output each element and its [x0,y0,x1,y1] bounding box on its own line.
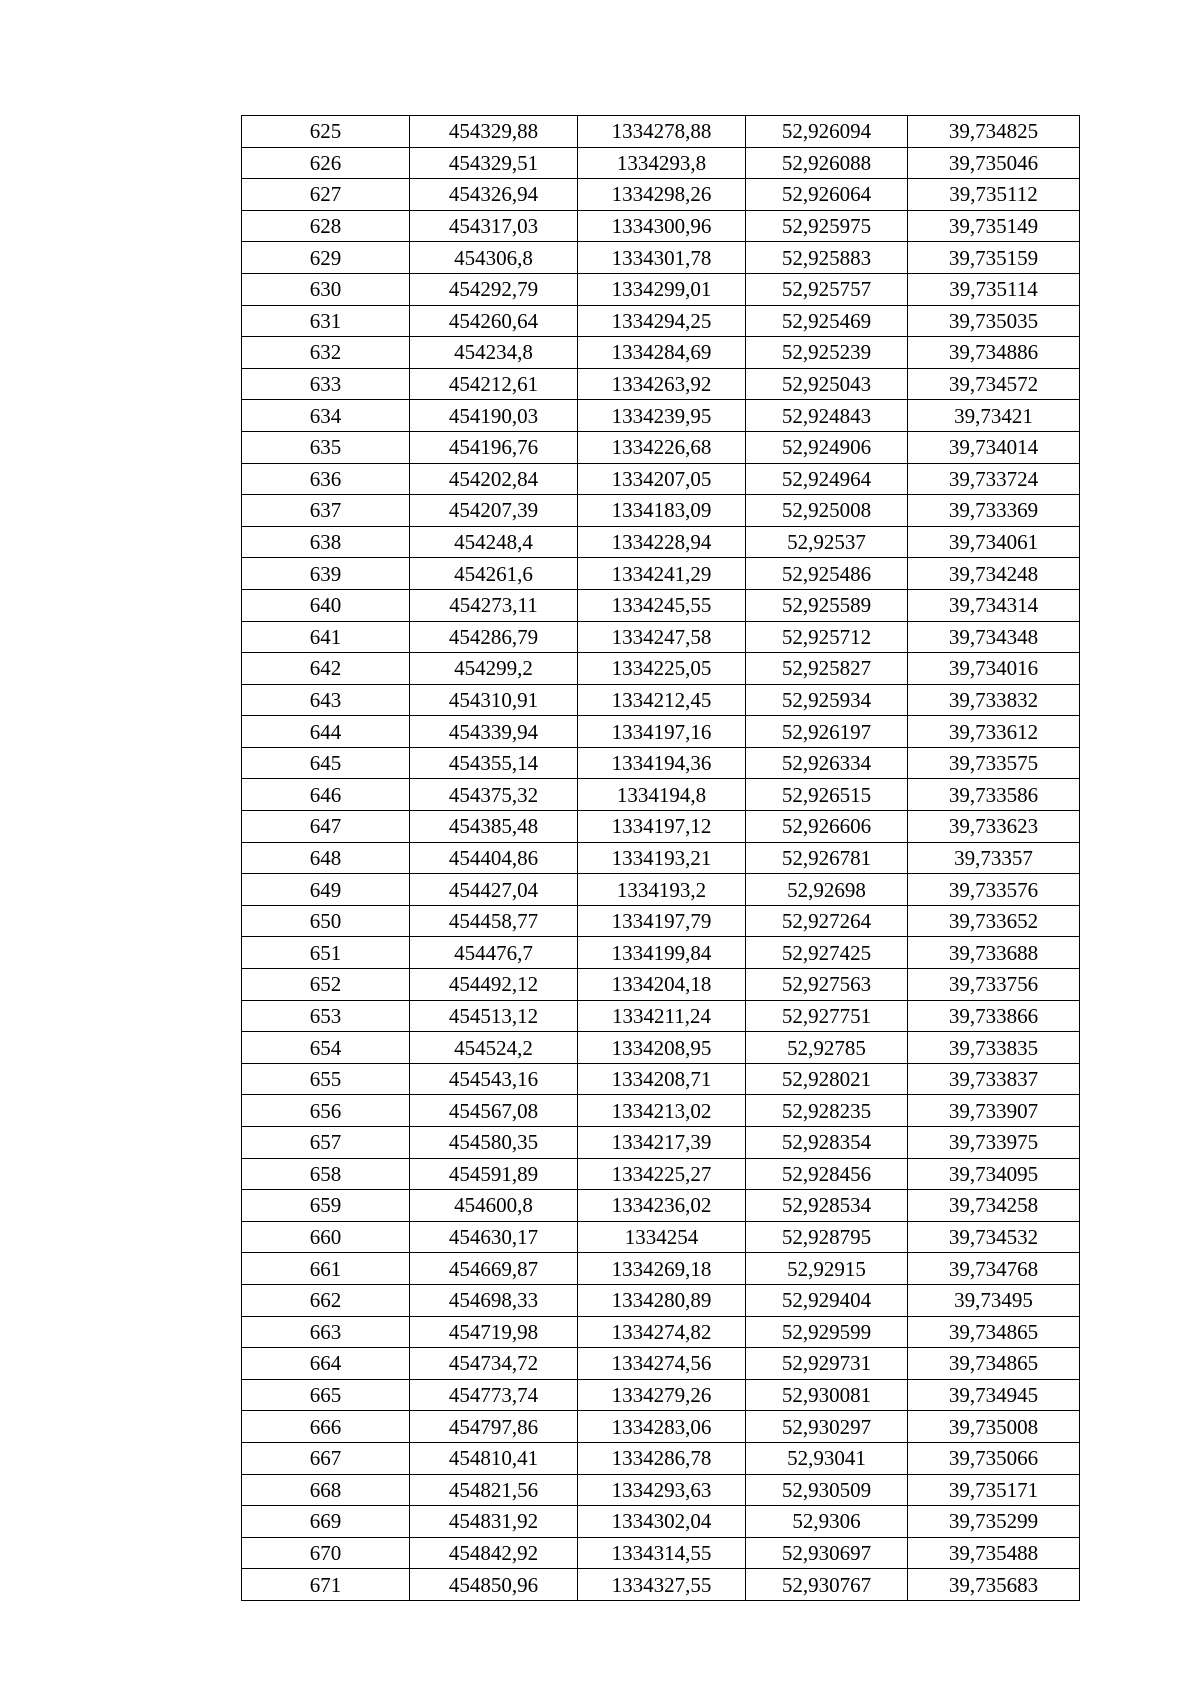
y-coordinate-cell: 1334302,04 [578,1506,746,1538]
y-coordinate-cell: 1334197,16 [578,716,746,748]
longitude-cell: 39,734825 [908,116,1080,148]
point-number-cell: 646 [242,779,410,811]
table-row [242,684,1080,716]
y-coordinate-cell: 1334197,79 [578,905,746,937]
x-coordinate-cell: 454669,87 [410,1253,578,1285]
longitude-cell: 39,735008 [908,1411,1080,1443]
table-row [242,1095,1080,1127]
y-coordinate-cell: 1334283,06 [578,1411,746,1443]
table-row [242,779,1080,811]
y-coordinate-cell: 1334278,88 [578,116,746,148]
latitude-cell: 52,925239 [746,337,908,369]
x-coordinate-cell: 454850,96 [410,1569,578,1601]
y-coordinate-cell: 1334274,56 [578,1348,746,1380]
x-coordinate-cell: 454207,39 [410,495,578,527]
table-row [242,147,1080,179]
latitude-cell: 52,926781 [746,842,908,874]
point-number-cell: 655 [242,1063,410,1095]
y-coordinate-cell: 1334327,55 [578,1569,746,1601]
y-coordinate-cell: 1334263,92 [578,368,746,400]
y-coordinate-cell: 1334208,71 [578,1063,746,1095]
latitude-cell: 52,92785 [746,1032,908,1064]
point-number-cell: 657 [242,1127,410,1159]
longitude-cell: 39,733835 [908,1032,1080,1064]
x-coordinate-cell: 454375,32 [410,779,578,811]
y-coordinate-cell: 1334212,45 [578,684,746,716]
longitude-cell: 39,734865 [908,1316,1080,1348]
table-row [242,116,1080,148]
point-number-cell: 665 [242,1379,410,1411]
longitude-cell: 39,733866 [908,1000,1080,1032]
longitude-cell: 39,733975 [908,1127,1080,1159]
longitude-cell: 39,734768 [908,1253,1080,1285]
x-coordinate-cell: 454600,8 [410,1190,578,1222]
longitude-cell: 39,734258 [908,1190,1080,1222]
latitude-cell: 52,924964 [746,463,908,495]
point-number-cell: 633 [242,368,410,400]
x-coordinate-cell: 454580,35 [410,1127,578,1159]
y-coordinate-cell: 1334213,02 [578,1095,746,1127]
latitude-cell: 52,929404 [746,1284,908,1316]
latitude-cell: 52,927425 [746,937,908,969]
longitude-cell: 39,734348 [908,621,1080,653]
y-coordinate-cell: 1334314,55 [578,1537,746,1569]
y-coordinate-cell: 1334274,82 [578,1316,746,1348]
point-number-cell: 644 [242,716,410,748]
x-coordinate-cell: 454202,84 [410,463,578,495]
longitude-cell: 39,733369 [908,495,1080,527]
latitude-cell: 52,930697 [746,1537,908,1569]
table-row [242,842,1080,874]
x-coordinate-cell: 454212,61 [410,368,578,400]
table-row [242,589,1080,621]
longitude-cell: 39,733623 [908,811,1080,843]
latitude-cell: 52,928534 [746,1190,908,1222]
point-number-cell: 664 [242,1348,410,1380]
longitude-cell: 39,734061 [908,526,1080,558]
table-row [242,716,1080,748]
point-number-cell: 643 [242,684,410,716]
point-number-cell: 659 [242,1190,410,1222]
y-coordinate-cell: 1334301,78 [578,242,746,274]
table-row [242,242,1080,274]
latitude-cell: 52,926606 [746,811,908,843]
y-coordinate-cell: 1334193,21 [578,842,746,874]
point-number-cell: 637 [242,495,410,527]
table-row [242,905,1080,937]
table-row [242,1348,1080,1380]
latitude-cell: 52,927264 [746,905,908,937]
latitude-cell: 52,925883 [746,242,908,274]
longitude-cell: 39,73421 [908,400,1080,432]
latitude-cell: 52,925827 [746,653,908,685]
x-coordinate-cell: 454196,76 [410,431,578,463]
point-number-cell: 653 [242,1000,410,1032]
y-coordinate-cell: 1334300,96 [578,210,746,242]
table-row [242,747,1080,779]
x-coordinate-cell: 454299,2 [410,653,578,685]
table-row [242,1569,1080,1601]
x-coordinate-cell: 454273,11 [410,589,578,621]
longitude-cell: 39,734572 [908,368,1080,400]
longitude-cell: 39,733756 [908,969,1080,1001]
table-row [242,1221,1080,1253]
y-coordinate-cell: 1334211,24 [578,1000,746,1032]
x-coordinate-cell: 454427,04 [410,874,578,906]
longitude-cell: 39,734314 [908,589,1080,621]
x-coordinate-cell: 454524,2 [410,1032,578,1064]
table-row [242,1000,1080,1032]
longitude-cell: 39,733907 [908,1095,1080,1127]
latitude-cell: 52,925486 [746,558,908,590]
table-row [242,621,1080,653]
x-coordinate-cell: 454385,48 [410,811,578,843]
longitude-cell: 39,734248 [908,558,1080,590]
latitude-cell: 52,926064 [746,179,908,211]
table-row [242,558,1080,590]
x-coordinate-cell: 454310,91 [410,684,578,716]
table-row [242,463,1080,495]
x-coordinate-cell: 454567,08 [410,1095,578,1127]
latitude-cell: 52,925469 [746,305,908,337]
y-coordinate-cell: 1334226,68 [578,431,746,463]
latitude-cell: 52,924843 [746,400,908,432]
longitude-cell: 39,734865 [908,1348,1080,1380]
longitude-cell: 39,735171 [908,1474,1080,1506]
point-number-cell: 670 [242,1537,410,1569]
latitude-cell: 52,928456 [746,1158,908,1190]
longitude-cell: 39,735114 [908,273,1080,305]
y-coordinate-cell: 1334208,95 [578,1032,746,1064]
point-number-cell: 629 [242,242,410,274]
table-row [242,874,1080,906]
point-number-cell: 648 [242,842,410,874]
x-coordinate-cell: 454476,7 [410,937,578,969]
longitude-cell: 39,734945 [908,1379,1080,1411]
point-number-cell: 668 [242,1474,410,1506]
y-coordinate-cell: 1334194,8 [578,779,746,811]
x-coordinate-cell: 454810,41 [410,1442,578,1474]
y-coordinate-cell: 1334269,18 [578,1253,746,1285]
point-number-cell: 639 [242,558,410,590]
y-coordinate-cell: 1334279,26 [578,1379,746,1411]
table-row [242,937,1080,969]
latitude-cell: 52,9306 [746,1506,908,1538]
table-row [242,1379,1080,1411]
table-row [242,1032,1080,1064]
y-coordinate-cell: 1334183,09 [578,495,746,527]
table-row [242,1063,1080,1095]
point-number-cell: 636 [242,463,410,495]
longitude-cell: 39,733576 [908,874,1080,906]
point-number-cell: 631 [242,305,410,337]
point-number-cell: 667 [242,1442,410,1474]
longitude-cell: 39,733832 [908,684,1080,716]
latitude-cell: 52,928235 [746,1095,908,1127]
table-row [242,1442,1080,1474]
longitude-cell: 39,735149 [908,210,1080,242]
latitude-cell: 52,926094 [746,116,908,148]
longitude-cell: 39,73495 [908,1284,1080,1316]
table-row [242,368,1080,400]
latitude-cell: 52,928021 [746,1063,908,1095]
x-coordinate-cell: 454543,16 [410,1063,578,1095]
x-coordinate-cell: 454492,12 [410,969,578,1001]
point-number-cell: 660 [242,1221,410,1253]
y-coordinate-cell: 1334236,02 [578,1190,746,1222]
table-row [242,431,1080,463]
point-number-cell: 658 [242,1158,410,1190]
latitude-cell: 52,925712 [746,621,908,653]
latitude-cell: 52,930767 [746,1569,908,1601]
point-number-cell: 640 [242,589,410,621]
longitude-cell: 39,735299 [908,1506,1080,1538]
latitude-cell: 52,92915 [746,1253,908,1285]
point-number-cell: 656 [242,1095,410,1127]
y-coordinate-cell: 1334284,69 [578,337,746,369]
x-coordinate-cell: 454842,92 [410,1537,578,1569]
latitude-cell: 52,930297 [746,1411,908,1443]
y-coordinate-cell: 1334247,58 [578,621,746,653]
point-number-cell: 666 [242,1411,410,1443]
table-row [242,400,1080,432]
latitude-cell: 52,927751 [746,1000,908,1032]
x-coordinate-cell: 454317,03 [410,210,578,242]
point-number-cell: 671 [242,1569,410,1601]
point-number-cell: 632 [242,337,410,369]
longitude-cell: 39,733575 [908,747,1080,779]
y-coordinate-cell: 1334254 [578,1221,746,1253]
y-coordinate-cell: 1334280,89 [578,1284,746,1316]
table-row [242,811,1080,843]
x-coordinate-cell: 454190,03 [410,400,578,432]
longitude-cell: 39,734016 [908,653,1080,685]
x-coordinate-cell: 454404,86 [410,842,578,874]
coordinates-table-body [242,116,1080,1601]
table-row [242,1127,1080,1159]
longitude-cell: 39,735112 [908,179,1080,211]
point-number-cell: 634 [242,400,410,432]
longitude-cell: 39,735035 [908,305,1080,337]
y-coordinate-cell: 1334293,63 [578,1474,746,1506]
latitude-cell: 52,925757 [746,273,908,305]
y-coordinate-cell: 1334239,95 [578,400,746,432]
point-number-cell: 641 [242,621,410,653]
x-coordinate-cell: 454234,8 [410,337,578,369]
y-coordinate-cell: 1334294,25 [578,305,746,337]
y-coordinate-cell: 1334225,27 [578,1158,746,1190]
y-coordinate-cell: 1334293,8 [578,147,746,179]
x-coordinate-cell: 454831,92 [410,1506,578,1538]
longitude-cell: 39,734886 [908,337,1080,369]
table-row [242,273,1080,305]
latitude-cell: 52,926197 [746,716,908,748]
point-number-cell: 645 [242,747,410,779]
x-coordinate-cell: 454326,94 [410,179,578,211]
table-row [242,305,1080,337]
latitude-cell: 52,92698 [746,874,908,906]
point-number-cell: 649 [242,874,410,906]
y-coordinate-cell: 1334194,36 [578,747,746,779]
table-row [242,337,1080,369]
latitude-cell: 52,925043 [746,368,908,400]
latitude-cell: 52,924906 [746,431,908,463]
point-number-cell: 626 [242,147,410,179]
latitude-cell: 52,926334 [746,747,908,779]
point-number-cell: 642 [242,653,410,685]
y-coordinate-cell: 1334241,29 [578,558,746,590]
y-coordinate-cell: 1334298,26 [578,179,746,211]
table-row [242,1190,1080,1222]
coordinates-table [241,115,1080,1601]
latitude-cell: 52,928795 [746,1221,908,1253]
y-coordinate-cell: 1334193,2 [578,874,746,906]
point-number-cell: 669 [242,1506,410,1538]
point-number-cell: 627 [242,179,410,211]
table-row [242,1537,1080,1569]
point-number-cell: 663 [242,1316,410,1348]
point-number-cell: 652 [242,969,410,1001]
table-row [242,1253,1080,1285]
longitude-cell: 39,735159 [908,242,1080,274]
latitude-cell: 52,925008 [746,495,908,527]
latitude-cell: 52,926088 [746,147,908,179]
longitude-cell: 39,733586 [908,779,1080,811]
x-coordinate-cell: 454513,12 [410,1000,578,1032]
y-coordinate-cell: 1334228,94 [578,526,746,558]
longitude-cell: 39,73357 [908,842,1080,874]
point-number-cell: 628 [242,210,410,242]
x-coordinate-cell: 454773,74 [410,1379,578,1411]
y-coordinate-cell: 1334299,01 [578,273,746,305]
table-row [242,1411,1080,1443]
latitude-cell: 52,925589 [746,589,908,621]
table-row [242,1474,1080,1506]
x-coordinate-cell: 454355,14 [410,747,578,779]
latitude-cell: 52,93041 [746,1442,908,1474]
latitude-cell: 52,928354 [746,1127,908,1159]
x-coordinate-cell: 454306,8 [410,242,578,274]
latitude-cell: 52,926515 [746,779,908,811]
longitude-cell: 39,735488 [908,1537,1080,1569]
point-number-cell: 635 [242,431,410,463]
y-coordinate-cell: 1334204,18 [578,969,746,1001]
x-coordinate-cell: 454821,56 [410,1474,578,1506]
table-row [242,1316,1080,1348]
x-coordinate-cell: 454797,86 [410,1411,578,1443]
point-number-cell: 654 [242,1032,410,1064]
latitude-cell: 52,929731 [746,1348,908,1380]
latitude-cell: 52,930081 [746,1379,908,1411]
latitude-cell: 52,925975 [746,210,908,242]
x-coordinate-cell: 454248,4 [410,526,578,558]
longitude-cell: 39,733724 [908,463,1080,495]
table-row [242,969,1080,1001]
table-row [242,653,1080,685]
table-row [242,179,1080,211]
y-coordinate-cell: 1334286,78 [578,1442,746,1474]
x-coordinate-cell: 454260,64 [410,305,578,337]
latitude-cell: 52,930509 [746,1474,908,1506]
latitude-cell: 52,927563 [746,969,908,1001]
point-number-cell: 662 [242,1284,410,1316]
longitude-cell: 39,733652 [908,905,1080,937]
point-number-cell: 625 [242,116,410,148]
longitude-cell: 39,735683 [908,1569,1080,1601]
x-coordinate-cell: 454458,77 [410,905,578,937]
point-number-cell: 651 [242,937,410,969]
longitude-cell: 39,733688 [908,937,1080,969]
point-number-cell: 650 [242,905,410,937]
longitude-cell: 39,734532 [908,1221,1080,1253]
longitude-cell: 39,733612 [908,716,1080,748]
y-coordinate-cell: 1334245,55 [578,589,746,621]
latitude-cell: 52,929599 [746,1316,908,1348]
longitude-cell: 39,735046 [908,147,1080,179]
point-number-cell: 647 [242,811,410,843]
latitude-cell: 52,925934 [746,684,908,716]
x-coordinate-cell: 454591,89 [410,1158,578,1190]
table-row [242,210,1080,242]
x-coordinate-cell: 454719,98 [410,1316,578,1348]
y-coordinate-cell: 1334217,39 [578,1127,746,1159]
table-row [242,495,1080,527]
x-coordinate-cell: 454286,79 [410,621,578,653]
point-number-cell: 630 [242,273,410,305]
x-coordinate-cell: 454339,94 [410,716,578,748]
table-row [242,1158,1080,1190]
x-coordinate-cell: 454329,51 [410,147,578,179]
y-coordinate-cell: 1334199,84 [578,937,746,969]
x-coordinate-cell: 454329,88 [410,116,578,148]
longitude-cell: 39,733837 [908,1063,1080,1095]
x-coordinate-cell: 454630,17 [410,1221,578,1253]
latitude-cell: 52,92537 [746,526,908,558]
x-coordinate-cell: 454261,6 [410,558,578,590]
y-coordinate-cell: 1334225,05 [578,653,746,685]
y-coordinate-cell: 1334197,12 [578,811,746,843]
table-row [242,1506,1080,1538]
longitude-cell: 39,735066 [908,1442,1080,1474]
table-row [242,526,1080,558]
point-number-cell: 661 [242,1253,410,1285]
x-coordinate-cell: 454734,72 [410,1348,578,1380]
x-coordinate-cell: 454698,33 [410,1284,578,1316]
table-row [242,1284,1080,1316]
point-number-cell: 638 [242,526,410,558]
y-coordinate-cell: 1334207,05 [578,463,746,495]
x-coordinate-cell: 454292,79 [410,273,578,305]
longitude-cell: 39,734014 [908,431,1080,463]
longitude-cell: 39,734095 [908,1158,1080,1190]
